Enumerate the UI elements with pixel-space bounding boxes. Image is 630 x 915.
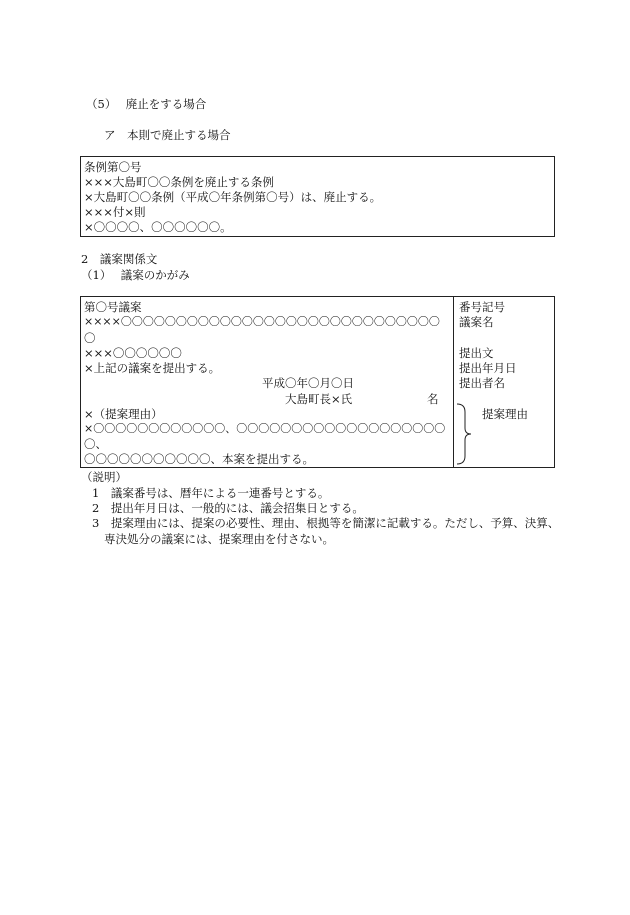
bill-line: 〇、 (84, 437, 107, 451)
proposer-name-suffix: 名 (427, 392, 439, 406)
box-line: ×××大島町〇〇条例を廃止する条例 (84, 175, 274, 189)
note-item: 2 提出年月日は、一般的には、議会招集日とする。 (92, 501, 364, 515)
bill-line: ×上記の議案を提出する。 (84, 361, 221, 375)
label-bill-name: 議案名 (459, 315, 494, 329)
label-reason: 提案理由 (482, 407, 528, 421)
section-heading: （5） 廃止をする場合 (86, 97, 207, 111)
label-submission-date: 提出年月日 (459, 361, 517, 375)
reason-heading: ×（提案理由） (84, 407, 163, 421)
note-item-continuation: 専決処分の議案には、提案理由を付さない。 (104, 532, 334, 546)
box-line: ×大島町〇〇条例（平成〇年条例第〇号）は、廃止する。 (84, 190, 382, 204)
label-submission-text: 提出文 (459, 346, 494, 360)
bill-line: ×〇〇〇〇〇〇〇〇〇〇〇〇、〇〇〇〇〇〇〇〇〇〇〇〇〇〇〇〇〇〇〇 (84, 422, 446, 435)
bill-line: 〇 (84, 331, 96, 345)
right-brace-icon (455, 402, 473, 466)
bill-number: 第〇号議案 (84, 300, 142, 314)
notes-title: （説明） (81, 470, 127, 484)
bill-line: 〇〇〇〇〇〇〇〇〇〇〇、本案を提出する。 (84, 452, 314, 466)
note-item: 3 提案理由には、提案の必要性、理由、根拠等を簡潔に記載する。ただし、予算、決算、 (92, 516, 560, 530)
box-line: 条例第〇号 (84, 160, 142, 174)
submission-date: 平成〇年〇月〇日 (262, 376, 354, 390)
box-line: ×××付×則 (84, 205, 146, 219)
proposer: 大島町長×氏 (285, 392, 353, 406)
note-item: 1 議案番号は、暦年による一連番号とする。 (92, 486, 330, 500)
subsection-heading: （1） 議案のかがみ (81, 268, 190, 282)
box-line: ×〇〇〇〇、〇〇〇〇〇〇。 (84, 220, 232, 234)
bill-line: ×××〇〇〇〇〇〇 (84, 346, 182, 360)
section-heading: 2 議案関係文 (81, 252, 158, 266)
column-divider (453, 296, 454, 468)
label-number-symbol: 番号記号 (459, 300, 505, 314)
subsection-heading: ア 本則で廃止する場合 (104, 128, 231, 142)
bill-line: ××××〇〇〇〇〇〇〇〇〇〇〇〇〇〇〇〇〇〇〇〇〇〇〇〇〇〇〇〇〇 (84, 315, 440, 328)
label-proposer-name: 提出者名 (459, 376, 505, 390)
